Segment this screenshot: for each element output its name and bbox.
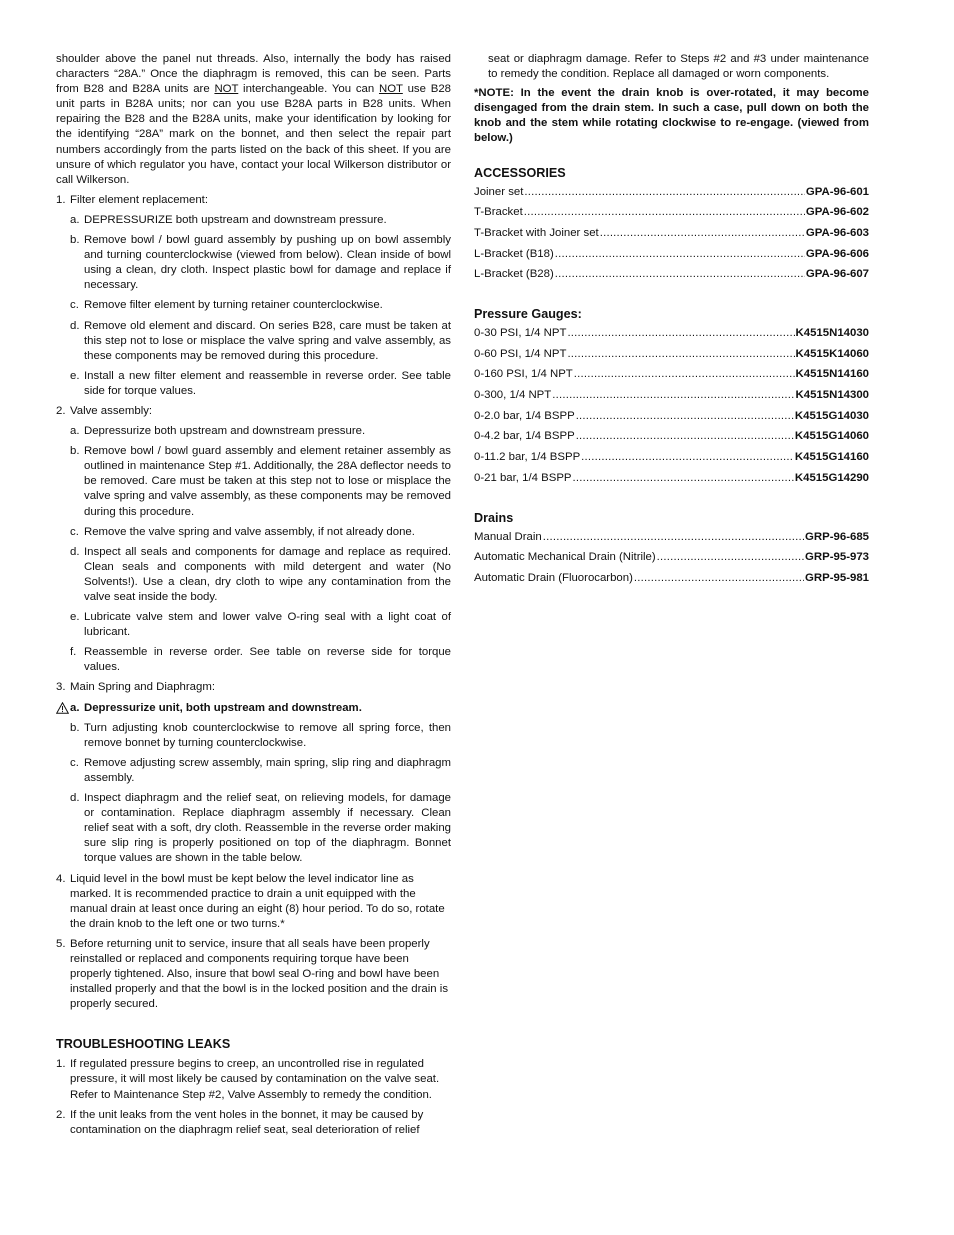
part-number: K4515G14060 [794,430,869,443]
item-text: If the unit leaks from the vent holes in the bonnet, it may be caused by contamination on the diaphragm relief seat, seal deterioration of relief [70,1108,424,1136]
substep-text: Inspect all seals and components for damage and replace as required. Clean seals and components with mild detergent and water (No Solvents!). Use a clean, dry cloth to wipe any contamination from the valve seat inside the body. [84,545,451,603]
intro-emphasis-not-2: NOT [378,83,403,96]
parts-row [474,247,869,268]
part-description: L-Bracket (B18) [474,247,554,260]
dot-leader [524,185,805,200]
part-description: 0-30 PSI, 1/4 NPT [474,327,567,339]
substep-letter: b. [70,234,80,247]
dot-leader [524,205,805,220]
section-heading: Drains [474,510,514,525]
parts-section [474,165,869,288]
step-text: Before returning unit to service, insure that all seals have been properly reinstalled or replaced and components requiring torque have been properly tightened. Also, insure that bowl seal O-ring and bowl have been installed properly and that the bowl is in the locked position and the drain is properly secured. [70,937,449,1011]
maintenance-substep [56,610,451,640]
part-number: K4515G14160 [794,451,869,464]
maintenance-step [56,937,451,1012]
maintenance-substep [56,424,451,439]
substep-letter: c. [70,299,79,312]
parts-row [474,571,869,592]
substep-text: Remove bowl / bowl guard assembly and element retainer assembly as outlined in maintenance Step #1. Additionally, the 28A deflector needs to be removed. Care must be taken at this step not to lose or misplace the valve spring and valve assembly, as these components may be removed during this procedure. [84,445,451,518]
section-heading: Pressure Gauges: [474,307,582,321]
part-number: K4515G14290 [794,471,869,484]
maintenance-substep [56,721,451,751]
intro-paragraph [56,52,451,188]
parts-row [474,205,869,226]
parts-section [474,510,869,592]
maintenance-substep [56,298,451,313]
maintenance-substep [56,213,451,228]
dot-leader [573,471,794,486]
maintenance-step [56,193,451,208]
part-description: 0-2.0 bar, 1/4 BSPP [474,409,575,422]
troubleshooting-continuation: seat or diaphragm damage. Refer to Steps #2 and #3 under maintenance to remedy the condition. Replace all damaged or worn components. [488,53,869,81]
item-number: 2. [56,1108,66,1121]
step-number: 5. [56,937,66,950]
dot-leader [567,326,794,341]
step-text: Filter element replacement: [70,193,209,206]
substep-letter: c. [70,525,79,538]
step-text: Valve assembly: [70,404,153,417]
dot-leader [576,429,794,444]
substep-text: Install a new filter element and reassemble in reverse order. See table side for torque values. [84,369,451,397]
parts-row [474,367,869,388]
part-number: GPA-96-602 [805,206,869,219]
substep-letter: b. [70,445,80,458]
part-description: Automatic Mechanical Drain (Nitrile) [474,551,656,564]
substep-text: Remove old element and discard. On series B28, care must be taken at this step not to lose or misplace the valve spring and valve assembly, as these components may be removed during this procedure. [84,319,451,362]
part-number: GRP-96-685 [805,530,869,543]
dot-leader [555,267,805,282]
dot-leader [555,247,805,262]
parts-row [474,450,869,471]
part-description: L-Bracket (B28) [474,268,554,281]
parts-row [474,185,869,206]
substep-letter: b. [70,721,80,734]
part-number: GPA-96-601 [805,185,869,198]
warning-triangle-icon [56,702,69,714]
part-description: Joiner set [474,185,524,198]
dot-leader [634,571,804,586]
dot-leader [552,388,794,403]
parts-row [474,388,869,409]
step-number: 3. [56,681,66,694]
part-description: 0-160 PSI, 1/4 NPT [474,368,573,381]
dot-leader [543,530,804,545]
substep-letter: d. [70,545,80,558]
substep-letter: d. [70,792,80,805]
intro-emphasis-not-1: NOT [214,83,239,96]
troubleshooting-item [56,1057,451,1102]
step-number: 4. [56,872,66,885]
parts-row [474,326,869,347]
parts-row [474,267,869,288]
intro-text-1: shoulder above the panel nut threads. Also, internally the body has raised characters “28A.” Once the diaphragm is removed, this can be seen. Parts from B28 and B28A units are [56,53,451,96]
parts-row [474,347,869,368]
intro-text-2: interchangeable. You can [238,83,379,96]
maintenance-substep [56,645,451,675]
maintenance-step [56,404,451,419]
part-number: K4515K14060 [795,347,869,360]
section-heading: ACCESSORIES [474,165,566,180]
step-text: Main Spring and Diaphragm: [70,681,215,694]
part-number: GPA-96-603 [805,226,869,239]
part-description: T-Bracket with Joiner set [474,226,599,239]
item-number: 1. [56,1058,66,1071]
intro-text-3: use B28 unit parts in B28A units; nor can you use B28A parts in B28 units. When repairing the B28 and the B28A units, make your identification by looking for the identifying “28A” mark on the bonnet, and then select the repair part numbers accordingly from the parts listed on the back of this sheet. If you are unsure of which regulator you have, contact your local Wilkerson distributor or call Wilkerson. [56,83,451,186]
troubleshooting-item [56,1108,451,1138]
part-description: T-Bracket [474,206,523,219]
dot-leader [576,409,794,424]
maintenance-substep [56,791,451,866]
substep-text: Turn adjusting knob counterclockwise to remove all spring force, then remove bonnet by turning counterclockwise. [84,721,451,749]
substep-letter: e. [70,611,80,624]
part-description: 0-300, 1/4 NPT [474,389,552,402]
maintenance-substep [56,233,451,293]
troubleshooting-list [56,1057,451,1137]
part-description: 0-4.2 bar, 1/4 BSPP [474,430,575,443]
substep-text: Remove adjusting screw assembly, main spring, slip ring and diaphragm assembly. [84,756,451,784]
substep-text: Inspect diaphragm and the relief seat, on relieving models, for damage or contamination. Replace diaphragm assembly if necessary. Clean relief seat with a soft, dry cloth. Reassemble in the reverse order making sure slip ring is properly positioned on top of the diaphragm. Bonnet torque values are shown in the table below. [84,792,451,865]
substep-text: Remove bowl / bowl guard assembly by pushing up on bowl assembly and turning counterclockwise (viewed from below). Clean inside of bowl using a clean, dry cloth. Inspect plastic bowl for damage and replace if necessary. [84,234,451,292]
part-number: K4515N14030 [795,327,869,339]
maintenance-substep [56,319,451,364]
right-column [474,52,869,592]
troubleshooting-heading: TROUBLESHOOTING LEAKS [56,1037,231,1052]
left-column [56,52,451,1138]
parts-row [474,409,869,430]
maintenance-substep [56,701,451,716]
maintenance-list [56,193,451,1013]
parts-row [474,471,869,492]
step-text: Liquid level in the bowl must be kept below the level indicator line as marked. It is recommended practice to drain a unit equipped with the manual drain at least once during an eight (8) hour period. To do so, rotate the drain knob to the left one or two turns.* [70,872,445,930]
parts-row [474,226,869,247]
substep-letter: c. [70,756,79,769]
dot-leader [600,226,805,241]
maintenance-substep [56,545,451,605]
maintenance-substep [56,444,451,519]
substep-text: Lubricate valve stem and lower valve O-ring seal with a light coat of lubricant. [84,611,451,639]
maintenance-step [56,872,451,932]
maintenance-substep [56,369,451,399]
substep-letter: a. [70,213,80,226]
part-number: K4515N14300 [795,389,869,402]
dot-leader [574,367,795,382]
dot-leader [567,347,794,362]
parts-row [474,550,869,571]
maintenance-substep [56,756,451,786]
dot-leader [657,550,804,565]
step-number: 1. [56,193,66,206]
part-number: K4515N14160 [795,368,869,381]
substep-text: Remove filter element by turning retainer counterclockwise. [84,299,383,312]
substep-text: DEPRESSURIZE both upstream and downstream pressure. [84,213,387,226]
part-number: GPA-96-607 [805,268,869,281]
step-number: 2. [56,404,66,417]
part-number: GPA-96-606 [805,247,869,260]
part-description: Automatic Drain (Fluorocarbon) [474,571,633,584]
substep-text: Depressurize unit, both upstream and downstream. [84,701,362,714]
dot-leader [581,450,794,465]
maintenance-step [56,680,451,695]
part-number: K4515G14030 [794,409,869,422]
part-description: 0-21 bar, 1/4 BSPP [474,471,572,484]
substep-letter: e. [70,369,80,382]
parts-lists [474,165,869,592]
substep-text: Depressurize both upstream and downstream pressure. [84,425,366,438]
substep-letter: a. [70,425,80,438]
maintenance-substep [56,525,451,540]
part-description: 0-60 PSI, 1/4 NPT [474,347,567,360]
substep-letter: d. [70,319,80,332]
substep-letter: a. [70,701,80,714]
part-description: 0-11.2 bar, 1/4 BSPP [474,451,581,464]
part-number: GRP-95-973 [805,551,869,564]
substep-text: Remove the valve spring and valve assembly, if not already done. [84,525,415,538]
parts-row [474,530,869,551]
part-number: GRP-95-981 [805,571,869,584]
drain-note: *NOTE: In the event the drain knob is over-rotated, it may become disengaged from the drain stem. In such a case, pull down on both the knob and the stem while rotating clockwise to re-engage. (viewed from below.) [474,87,869,145]
parts-row [474,429,869,450]
parts-section [474,306,869,492]
substep-letter: f. [70,646,77,659]
substep-text: Reassemble in reverse order. See table on reverse side for torque values. [84,646,451,674]
item-text: If regulated pressure begins to creep, an uncontrolled rise in regulated pressure, it will most likely be caused by contamination on the valve seat. Refer to Maintenance Step #2, Valve Assembly to remedy the condition. [70,1058,440,1101]
part-description: Manual Drain [474,530,542,543]
